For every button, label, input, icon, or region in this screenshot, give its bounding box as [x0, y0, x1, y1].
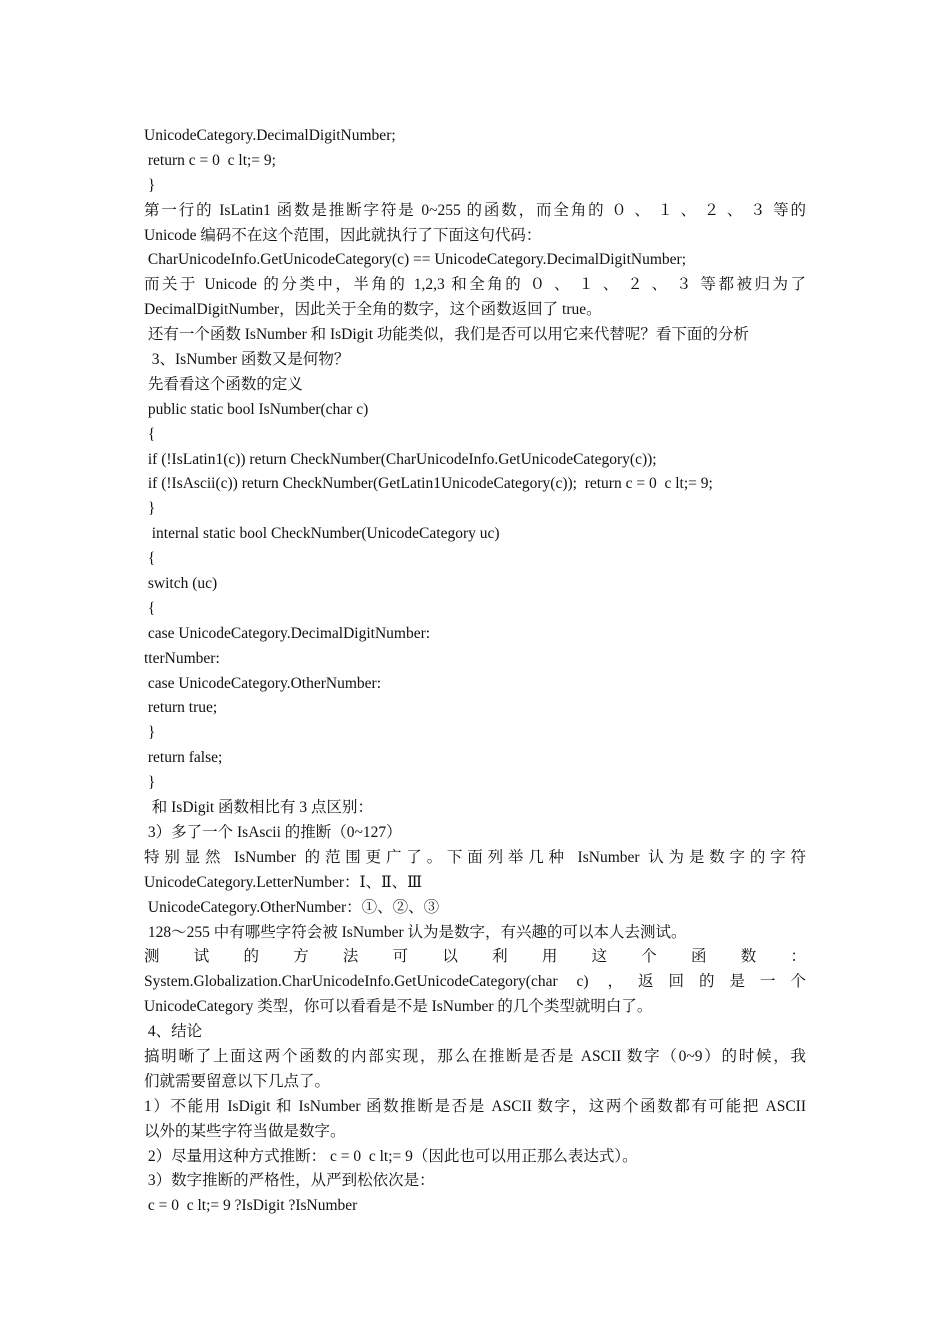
text-line: {: [144, 550, 156, 568]
text-line: 2）尽量用这种方式推断： c = 0 c lt;= 9（因此也可以用正那么表达式）。: [144, 1147, 638, 1165]
text-line: 测 试 的 方 法 可 以 利 用 这 个 函 数 ：: [144, 948, 806, 966]
text-line: 搞明晰了上面这两个函数的内部实现，那么在推断是否是 ASCII 数字（0~9）的时候，我: [144, 1047, 806, 1065]
text-line: case UnicodeCategory.DecimalDigitNumber:: [144, 624, 431, 642]
text-line: 和 IsDigit 函数相比有 3 点区别：: [144, 799, 374, 817]
text-line: 以外的某些字符当做是数字。: [144, 1122, 346, 1140]
text-line: }: [144, 774, 156, 792]
text-line: CharUnicodeInfo.GetUnicodeCategory(c) == UnicodeCategory.DecimalDigitNumber;: [144, 251, 687, 269]
text-line: 4、结论: [144, 1023, 203, 1041]
text-line: UnicodeCategory.LetterNumber：Ⅰ、Ⅱ、Ⅲ: [144, 873, 423, 891]
text-line: }: [144, 500, 156, 518]
text-line: 特别显然 IsNumber 的范围更广了。下面列举几种 IsNumber 认为是数字的字符: [144, 848, 806, 866]
text-line: 先看看这个函数的定义: [144, 375, 303, 393]
text-line: 还有一个函数 IsNumber 和 IsDigit 功能类似，我们是否可以用它来代替呢？看下面的分析: [144, 326, 749, 344]
text-line: switch (uc): [144, 575, 218, 593]
text-line: }: [144, 176, 156, 194]
text-line: case UnicodeCategory.OtherNumber:: [144, 674, 382, 692]
text-line: 们就需要留意以下几点了。: [144, 1072, 331, 1090]
text-line: if (!IsAscii(c)) return CheckNumber(GetLatin1UnicodeCategory(c)); return c = 0 c lt;= 9;: [144, 475, 713, 493]
text-line: Unicode 编码不在这个范围，因此就执行了下面这句代码：: [144, 226, 542, 244]
text-line: c = 0 c lt;= 9 ?IsDigit ?IsNumber: [144, 1197, 358, 1215]
document-body: [144, 124, 806, 1219]
text-line: }: [144, 724, 156, 742]
text-line: 3、IsNumber 函数又是何物？: [144, 351, 350, 369]
text-line: UnicodeCategory.OtherNumber：①、②、③: [144, 898, 440, 916]
text-line: UnicodeCategory.DecimalDigitNumber;: [144, 127, 396, 144]
text-line: if (!IsLatin1(c)) return CheckNumber(CharUnicodeInfo.GetUnicodeCategory(c));: [144, 450, 657, 468]
text-line: 第一行的 IsLatin1 函数是推断字符是 0~255 的函数，而全角的 ０ 、 １ 、 ２ 、 ３ 等的: [144, 201, 806, 219]
text-line: public static bool IsNumber(char c): [144, 400, 369, 418]
text-line: 128～255 中有哪些字符会被 IsNumber 认为是数字，有兴趣的可以本人去测试。: [144, 923, 687, 941]
text-line: internal static bool CheckNumber(UnicodeCategory uc): [144, 525, 500, 543]
text-line: 1）不能用 IsDigit 和 IsNumber 函数推断是否是 ASCII 数字，这两个函数都有可能把 ASCII: [144, 1097, 806, 1115]
text-line: DecimalDigitNumber，因此关于全角的数字，这个函数返回了 true。: [144, 301, 602, 319]
text-line: return false;: [144, 749, 223, 767]
text-line: 3）数字推断的严格性，从严到松依次是：: [144, 1172, 435, 1190]
text-line: {: [144, 425, 156, 443]
text-line: tterNumber:: [144, 649, 220, 667]
text-line: UnicodeCategory 类型，你可以看看是不是 IsNumber 的几个类型就明白了。: [144, 998, 653, 1016]
text-line: {: [144, 599, 156, 617]
text-line: 而关于 Unicode 的分类中，半角的 1,2,3 和全角的 ０ 、 １ 、 ２ 、 ３ 等都被归为了: [144, 276, 806, 294]
text-line: return true;: [144, 699, 218, 717]
text-line: System.Globalization.CharUnicodeInfo.GetUnicodeCategory(char c) ，返回的是一个: [144, 973, 806, 991]
text-line: 3）多了一个 IsAscii 的推断（0~127）: [144, 823, 402, 841]
text-line: return c = 0 c lt;= 9;: [144, 151, 276, 169]
